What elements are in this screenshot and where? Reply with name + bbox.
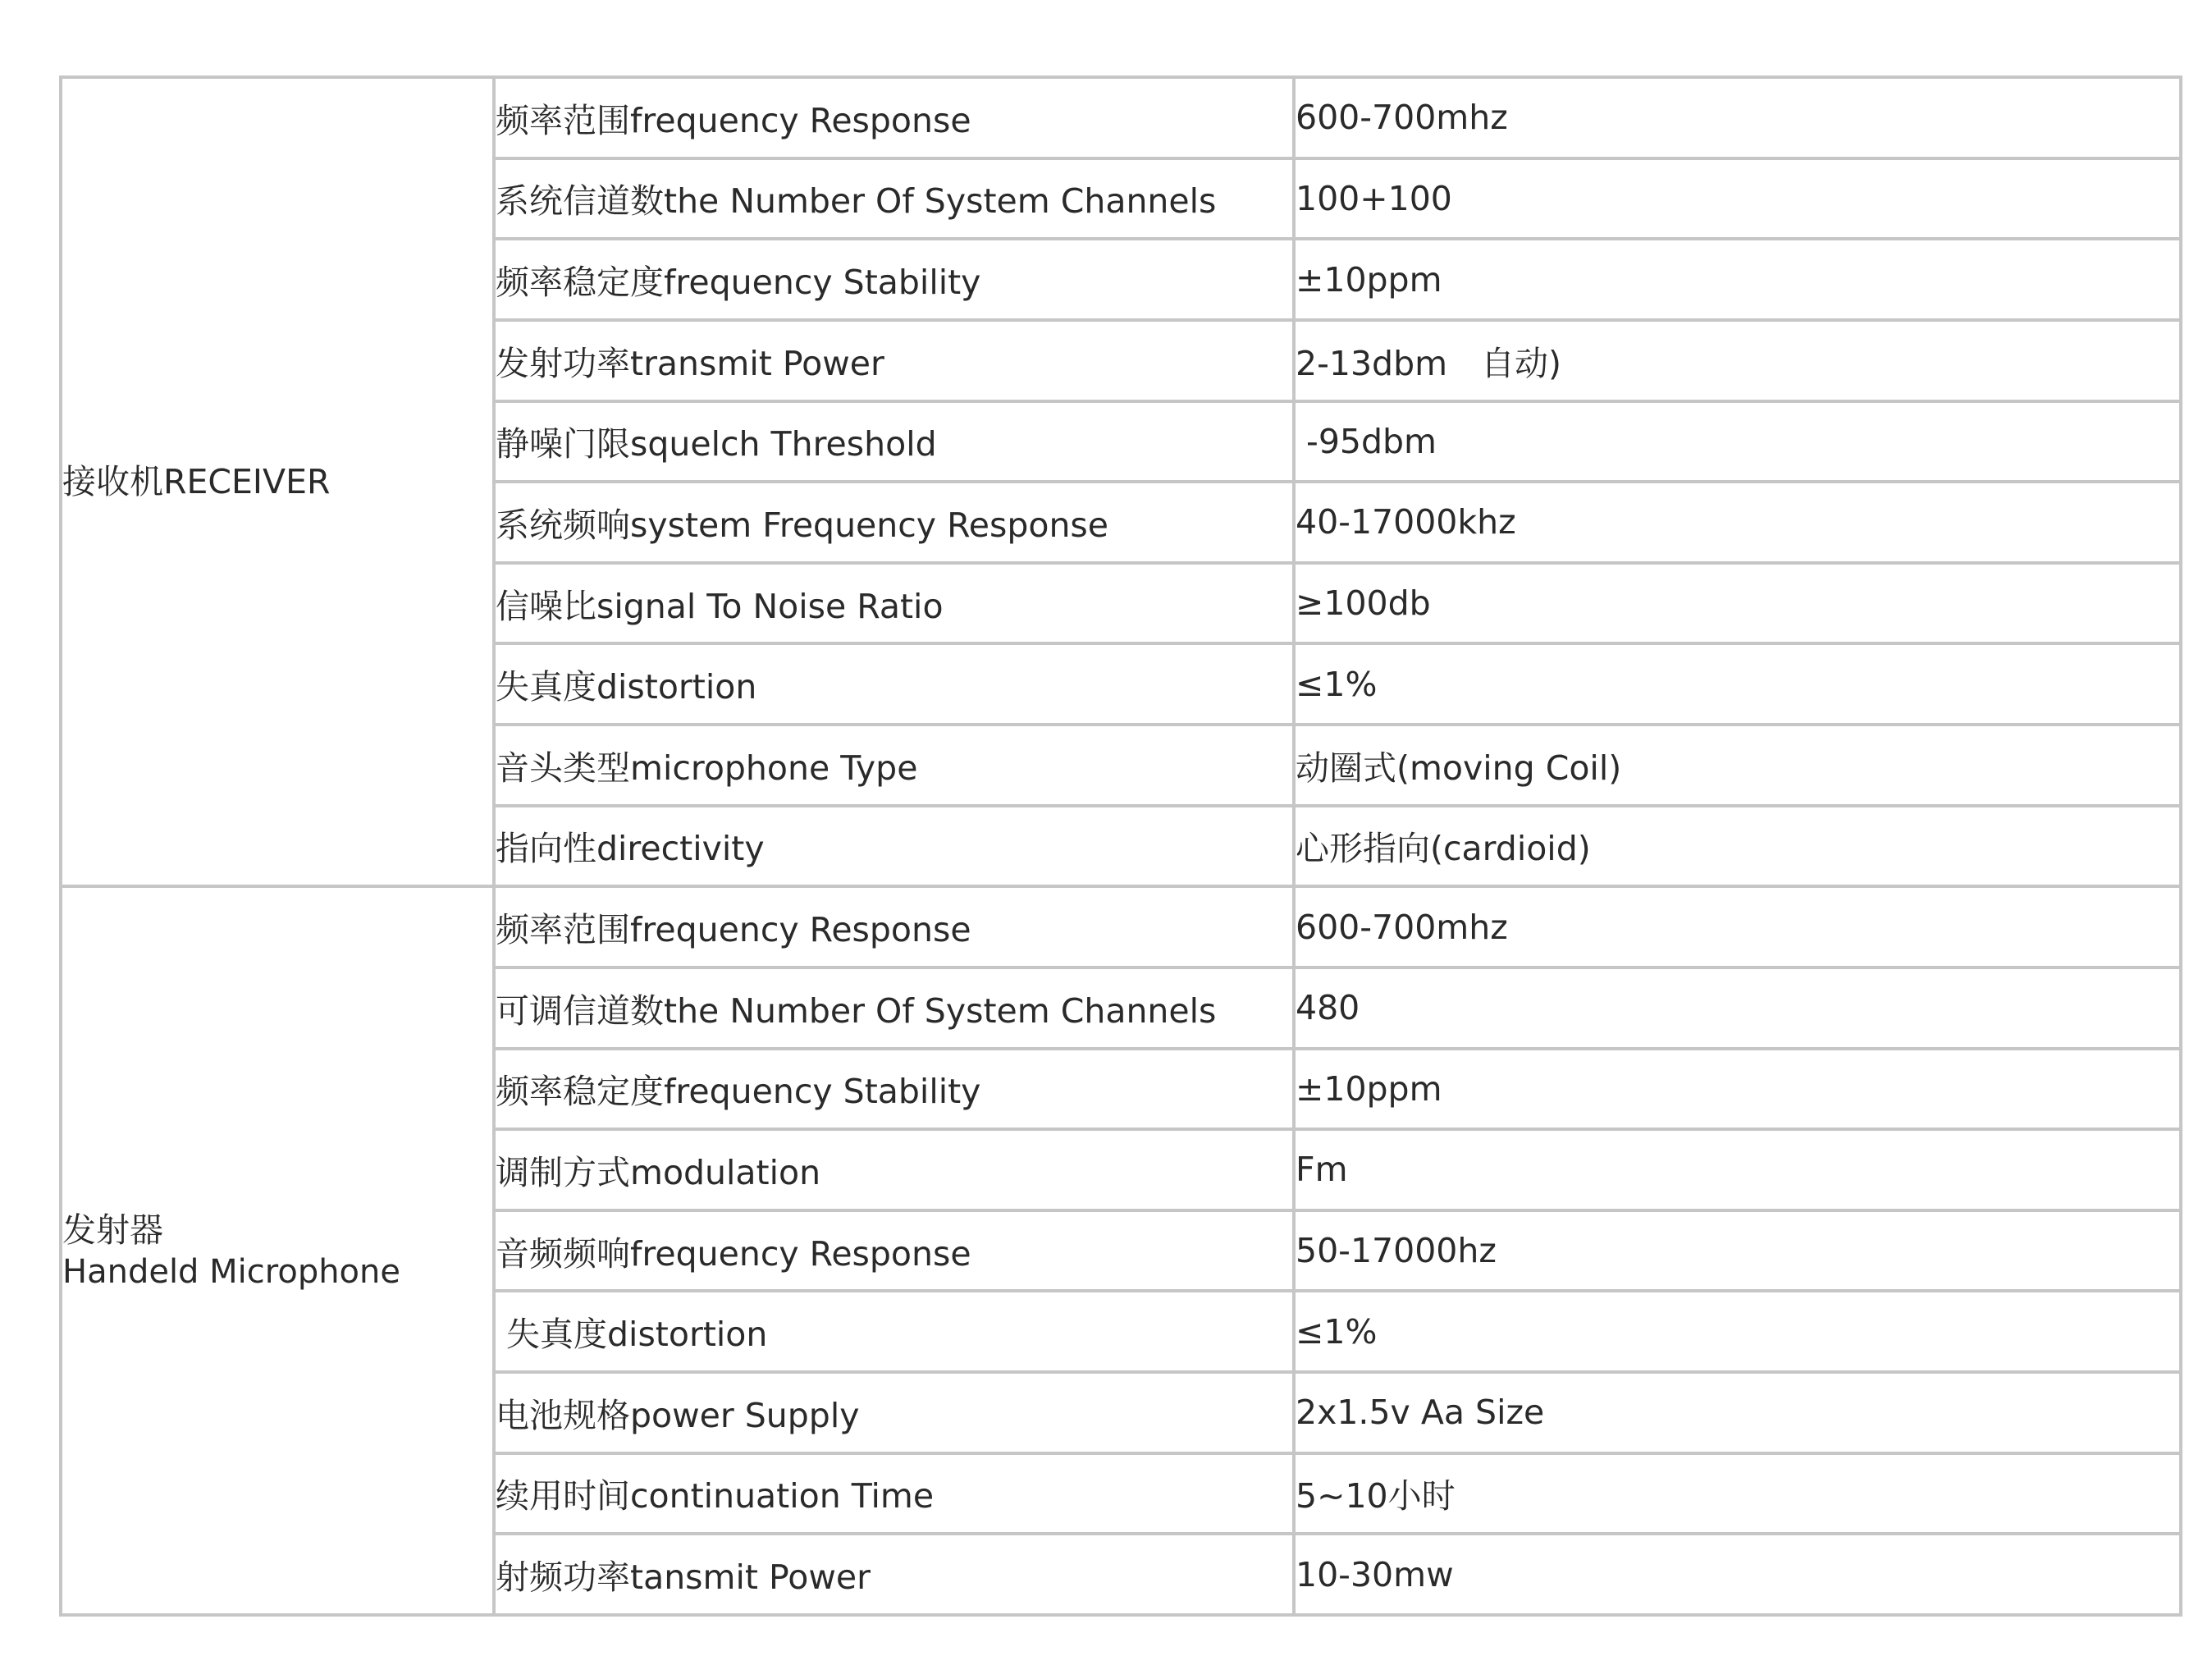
spec-name: 频率稳定度frequency Stability xyxy=(494,1049,1294,1130)
spec-table xyxy=(59,75,2182,1617)
spec-name: 系统频响system Frequency Response xyxy=(494,482,1294,563)
spec-name: 静噪门限squelch Threshold xyxy=(494,401,1294,483)
table-row xyxy=(61,77,2181,158)
table-row xyxy=(61,886,2181,967)
spec-name: 频率范围frequency Response xyxy=(494,886,1294,967)
section-title: 发射器 xyxy=(62,1210,163,1250)
spec-value: 600-700mhz xyxy=(1294,886,2181,967)
spec-value: Fm xyxy=(1294,1129,2181,1210)
spec-value: 动圈式(moving Coil) xyxy=(1294,725,2181,806)
spec-value: 2-13dbm 自动) xyxy=(1294,320,2181,401)
spec-value: ≤1% xyxy=(1294,1291,2181,1372)
spec-name: 失真度distortion xyxy=(494,643,1294,725)
section-label xyxy=(61,77,494,886)
spec-name: 信噪比signal To Noise Ratio xyxy=(494,563,1294,644)
spec-name: 指向性directivity xyxy=(494,806,1294,887)
spec-name: 电池规格power Supply xyxy=(494,1372,1294,1453)
spec-value: 40-17000khz xyxy=(1294,482,2181,563)
spec-value: 600-700mhz xyxy=(1294,77,2181,158)
spec-name: 可调信道数the Number Of System Channels xyxy=(494,967,1294,1049)
spec-name: 续用时间continuation Time xyxy=(494,1453,1294,1535)
spec-value: ±10ppm xyxy=(1294,1049,2181,1130)
spec-value: 心形指向(cardioid) xyxy=(1294,806,2181,887)
spec-value: 100+100 xyxy=(1294,158,2181,240)
spec-value: 50-17000hz xyxy=(1294,1210,2181,1292)
spec-name: 射频功率tansmit Power xyxy=(494,1534,1294,1615)
spec-value: 2x1.5v Aa Size xyxy=(1294,1372,2181,1453)
section-title: 接收机RECEIVER xyxy=(62,461,331,501)
section-subtitle: Handeld Microphone xyxy=(62,1252,400,1291)
spec-value: 480 xyxy=(1294,967,2181,1049)
spec-name: 频率范围frequency Response xyxy=(494,77,1294,158)
spec-name: 频率稳定度frequency Stability xyxy=(494,239,1294,320)
spec-name: 系统信道数the Number Of System Channels xyxy=(494,158,1294,240)
spec-name: 音频频响frequency Response xyxy=(494,1210,1294,1292)
spec-value: -95dbm xyxy=(1294,401,2181,483)
spec-table-body xyxy=(61,77,2181,1615)
spec-name: 音头类型microphone Type xyxy=(494,725,1294,806)
spec-name: 发射功率transmit Power xyxy=(494,320,1294,401)
spec-value: ≤1% xyxy=(1294,643,2181,725)
section-label xyxy=(61,886,494,1615)
spec-value: ±10ppm xyxy=(1294,239,2181,320)
spec-value: 5~10小时 xyxy=(1294,1453,2181,1535)
spec-value: ≥100db xyxy=(1294,563,2181,644)
spec-name: 失真度distortion xyxy=(494,1291,1294,1372)
spec-value: 10-30mw xyxy=(1294,1534,2181,1615)
spec-name: 调制方式modulation xyxy=(494,1129,1294,1210)
